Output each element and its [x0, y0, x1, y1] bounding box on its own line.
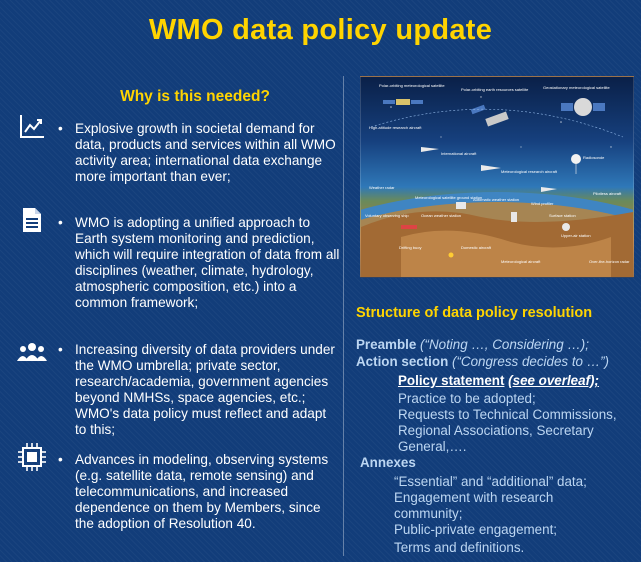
- action-line: [356, 354, 609, 370]
- illus-label: Domestic aircraft: [461, 245, 492, 250]
- practice-line: Practice to be adopted;: [398, 391, 536, 406]
- illus-label: Ocean weather station: [421, 213, 462, 218]
- annex-item: Engagement with research community;: [394, 490, 554, 521]
- illus-label: Upper-air station: [561, 233, 591, 238]
- illus-label: Pilotless aircraft: [593, 191, 622, 196]
- preamble-label: Preamble: [356, 337, 417, 352]
- illus-label: Surface station: [549, 213, 576, 218]
- policy-statement-link[interactable]: Policy statement: [398, 373, 505, 388]
- earth-resources-satellite-icon: [471, 105, 509, 127]
- bullet-item: [58, 215, 340, 311]
- chart-trend-icon: [17, 111, 47, 141]
- policy-note: (see overleaf);: [508, 373, 599, 388]
- annex-item: Public-private engagement;: [394, 522, 558, 537]
- ship-icon: [401, 225, 417, 229]
- ground-station-icon: [456, 202, 466, 209]
- annexes-label: [360, 455, 416, 471]
- illus-label: Geostationary meteorological satellite: [543, 85, 610, 90]
- microchip-icon: [17, 442, 47, 472]
- illus-label: Meteorological satellite ground station: [415, 195, 483, 200]
- document-icon: [17, 205, 47, 235]
- bullet-text: WMO is adopting a unified approach to Earth system monitoring and prediction, which will require integration of data from all disciplines (weather, climate, hydrology, atmospheric composition, etc.) into a common framework;: [75, 215, 340, 310]
- annexes-label-text: Annexes: [360, 455, 416, 470]
- bullet-item: [58, 452, 340, 532]
- illus-label: Wind profiler: [531, 201, 554, 206]
- policy-line: [398, 373, 599, 389]
- radiosonde-icon: [571, 154, 581, 164]
- polar-satellite-icon: [383, 99, 423, 105]
- illus-label: Polar-orbiting meteorological satellite: [379, 83, 445, 88]
- illus-label: Radiosonde: [583, 155, 605, 160]
- structure-heading: Structure of data policy resolution: [356, 305, 593, 321]
- preamble-note: (“Noting …, Considering …);: [420, 337, 589, 352]
- illus-label: Meteorological research aircraft: [501, 169, 558, 174]
- bullet-item: [58, 342, 340, 438]
- illus-label: Over-the-horizon radar: [589, 259, 630, 264]
- illus-label: Weather radar: [369, 185, 395, 190]
- section-heading-why: Why is this needed?: [120, 88, 270, 105]
- illus-label: Meteorological aircraft: [501, 259, 541, 264]
- action-note: (“Congress decides to …”): [452, 354, 610, 369]
- radar-icon: [562, 223, 570, 231]
- buoy-icon: [449, 253, 454, 258]
- bullet-text: Advances in modeling, observing systems (e.g. satellite data, remote sensing) and telecommunications, and increased dependence on them by Members, since the adoption of Resolution 40.: [75, 452, 329, 531]
- people-group-icon: [17, 337, 47, 367]
- column-divider: [343, 76, 344, 556]
- illus-label: Voluntary observing ship: [365, 213, 409, 218]
- action-label: Action section: [356, 354, 449, 369]
- aircraft-icon: [481, 165, 501, 171]
- geostationary-satellite-icon: [561, 98, 605, 116]
- bullet-dot: •: [58, 452, 63, 467]
- illus-label: Automatic weather station: [473, 197, 520, 202]
- illus-label: High-altitude research aircraft: [369, 125, 422, 130]
- aircraft-icon: [541, 187, 557, 192]
- aircraft-icon: [421, 147, 439, 152]
- illus-label: International aircraft: [441, 151, 477, 156]
- preamble-line: [356, 337, 589, 353]
- observing-system-illustration: [360, 76, 634, 278]
- page-title: WMO data policy update: [148, 14, 493, 46]
- annex-item: Terms and definitions.: [394, 540, 525, 555]
- bullet-dot: •: [58, 121, 63, 136]
- bullet-dot: •: [58, 215, 63, 230]
- annex-item: “Essential” and “additional” data;: [394, 474, 587, 489]
- bullet-text: Increasing diversity of data providers under the WMO umbrella; private sector, research/academia, government agencies beyond NMHSs, space agencies, etc.; WMO's data policy must reflect and adapt to this;: [75, 342, 335, 437]
- bullet-text: Explosive growth in societal demand for data, products and services within all WMO activity area; international data exchange more important than ever;: [75, 121, 336, 184]
- weather-station-icon: [511, 212, 517, 222]
- requests-line: Requests to Technical Commissions, Regional Associations, Secretary General,….: [398, 407, 617, 454]
- illus-label: Polar-orbiting earth resources satellite: [461, 87, 529, 92]
- illus-label: Drifting buoy: [399, 245, 422, 250]
- bullet-dot: •: [58, 342, 63, 357]
- bullet-item: [58, 121, 340, 185]
